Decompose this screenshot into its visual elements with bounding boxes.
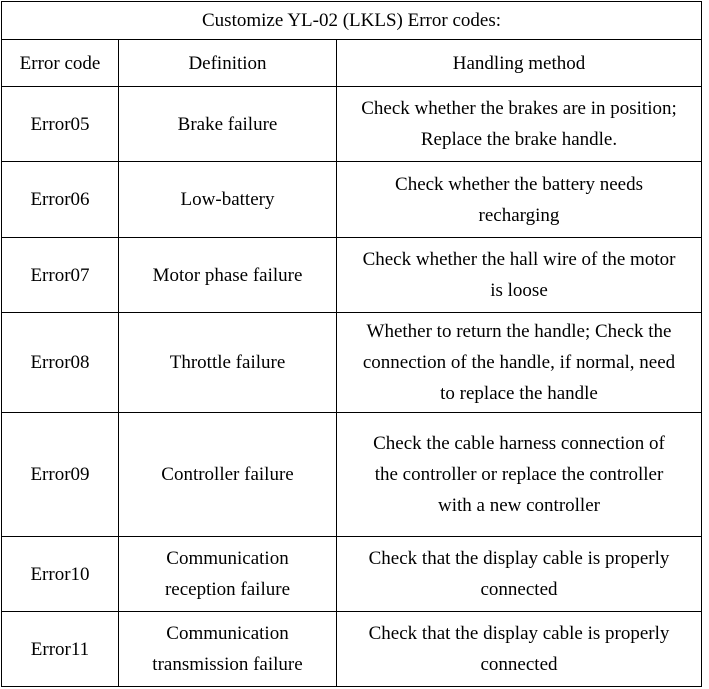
handling-line: connected (480, 654, 558, 675)
handling-line: Check whether the hall wire of the motor (362, 249, 676, 270)
handling-cell (337, 313, 702, 413)
error-codes-table (1, 1, 702, 687)
definition-cell (119, 612, 337, 687)
definition-line: Throttle failure (169, 352, 286, 373)
handling-line: Replace the brake handle. (420, 129, 618, 150)
handling-cell (337, 238, 702, 313)
handling-line: connection of the handle, if normal, need (362, 352, 676, 373)
handling-line: is loose (490, 280, 548, 301)
table-row (2, 612, 702, 687)
definition-line: Communication (166, 623, 289, 644)
error-code-cell: Error05 (2, 87, 119, 162)
column-header-handling-method: Handling method (337, 40, 702, 87)
table-row (2, 87, 702, 162)
handling-line: Check whether the battery needs (395, 173, 643, 195)
handling-cell (337, 162, 702, 238)
definition-line: Communication (166, 548, 289, 569)
definition-cell (119, 413, 337, 537)
handling-line: the controller or replace the controller (374, 464, 664, 485)
definition-cell (119, 537, 337, 612)
definition-cell (119, 162, 337, 238)
handling-line: Check whether the brakes are in position; (361, 98, 677, 119)
error-code-cell: Error09 (2, 413, 119, 537)
column-header-definition: Definition (119, 40, 337, 87)
error-code-cell: Error06 (2, 162, 119, 238)
definition-line: Controller failure (161, 464, 294, 485)
definition-line: reception failure (164, 579, 290, 600)
handling-cell (337, 612, 702, 687)
handling-line: connected (480, 579, 558, 600)
handling-cell (337, 87, 702, 162)
error-code-cell: Error11 (2, 612, 119, 687)
column-header-error-code: Error code (2, 40, 119, 87)
definition-cell (119, 313, 337, 413)
definition-line: Low-battery (180, 189, 275, 210)
table-header-row (2, 40, 702, 87)
handling-line: Check the cable harness connection of (373, 433, 665, 454)
handling-line: recharging (478, 204, 560, 226)
error-code-cell: Error08 (2, 313, 119, 413)
error-code-cell: Error10 (2, 537, 119, 612)
table-title: Customize YL-02 (LKLS) Error codes: (2, 2, 702, 40)
handling-cell (337, 413, 702, 537)
table-row (2, 537, 702, 612)
handling-line: to replace the handle (440, 383, 598, 404)
table-row (2, 413, 702, 537)
definition-cell (119, 87, 337, 162)
handling-line: with a new controller (438, 495, 600, 516)
definition-line: Brake failure (177, 113, 278, 135)
definition-line: transmission failure (152, 654, 303, 675)
table-title-row (2, 2, 702, 40)
table-row (2, 162, 702, 238)
handling-cell (337, 537, 702, 612)
definition-cell (119, 238, 337, 313)
handling-line: Check that the display cable is properly (368, 623, 670, 644)
table-row (2, 313, 702, 413)
definition-line: Motor phase failure (152, 264, 303, 286)
error-code-cell: Error07 (2, 238, 119, 313)
handling-line: Check that the display cable is properly (368, 548, 670, 569)
handling-line: Whether to return the handle; Check the (366, 321, 672, 342)
table-row (2, 238, 702, 313)
